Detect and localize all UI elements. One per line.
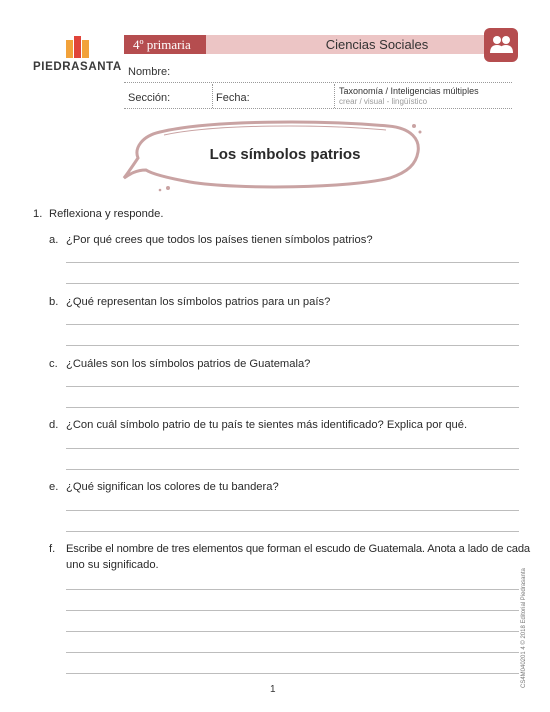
page-title: Los símbolos patrios bbox=[209, 146, 361, 163]
question-letter: f. bbox=[49, 543, 56, 555]
taxonomy-label: Taxonomía / Inteligencias múltiples bbox=[339, 86, 479, 96]
question-text: ¿Cuáles son los símbolos patrios de Guatemala? bbox=[66, 358, 311, 370]
answer-line[interactable] bbox=[66, 448, 519, 449]
answer-line[interactable] bbox=[66, 345, 519, 346]
answer-line[interactable] bbox=[66, 386, 519, 387]
side-copyright-text: CS4M040201 4 © 2018 Editorial Piedrasanta bbox=[521, 568, 527, 688]
group-people-icon bbox=[484, 28, 518, 62]
question-letter: e. bbox=[49, 481, 59, 493]
taxonomy-detail: crear / visual - lingüístico bbox=[339, 97, 428, 106]
subject-label: Ciencias Sociales bbox=[325, 37, 429, 52]
name-field[interactable] bbox=[124, 82, 512, 83]
answer-line[interactable] bbox=[66, 324, 519, 325]
answer-line[interactable] bbox=[66, 262, 519, 263]
field-divider bbox=[334, 84, 335, 108]
question-text: ¿Qué representan los símbolos patrios para un país? bbox=[66, 296, 331, 308]
piedrasanta-logo-icon bbox=[66, 36, 90, 58]
answer-line[interactable] bbox=[66, 469, 519, 470]
question-text: ¿Qué significan los colores de tu bandera? bbox=[66, 481, 279, 493]
field-divider bbox=[212, 84, 213, 108]
question-text: Escribe el nombre de tres elementos que forman el escudo de Guatemala. Anota a lado de cada bbox=[66, 543, 530, 555]
date-label: Fecha: bbox=[216, 92, 250, 104]
page-number: 1 bbox=[270, 684, 276, 695]
answer-line[interactable] bbox=[66, 531, 519, 532]
answer-line[interactable] bbox=[66, 673, 519, 674]
section-date-field[interactable] bbox=[124, 108, 512, 109]
question-letter: b. bbox=[49, 296, 59, 308]
answer-line[interactable] bbox=[66, 283, 519, 284]
question-letter: a. bbox=[49, 234, 59, 246]
answer-line[interactable] bbox=[66, 652, 519, 653]
question-text: ¿Con cuál símbolo patrio de tu país te sientes más identificado? Explica por qué. bbox=[66, 419, 468, 431]
question-text: ¿Por qué crees que todos los países tienen símbolos patrios? bbox=[66, 234, 373, 246]
publisher-logo-text: PIEDRASANTA bbox=[33, 61, 122, 73]
section-label: Sección: bbox=[128, 92, 171, 104]
question-letter: c. bbox=[49, 358, 58, 370]
instruction-number: 1. bbox=[33, 208, 43, 220]
answer-line[interactable] bbox=[66, 407, 519, 408]
question-letter: d. bbox=[49, 419, 59, 431]
grade-label: 4º primaria bbox=[124, 35, 206, 54]
answer-line[interactable] bbox=[66, 510, 519, 511]
instruction-text: Reflexiona y responde. bbox=[49, 208, 164, 220]
answer-line[interactable] bbox=[66, 631, 519, 632]
name-label: Nombre: bbox=[128, 66, 171, 78]
question-text-continued: uno su significado. bbox=[66, 559, 159, 571]
answer-line[interactable] bbox=[66, 610, 519, 611]
answer-line[interactable] bbox=[66, 589, 519, 590]
